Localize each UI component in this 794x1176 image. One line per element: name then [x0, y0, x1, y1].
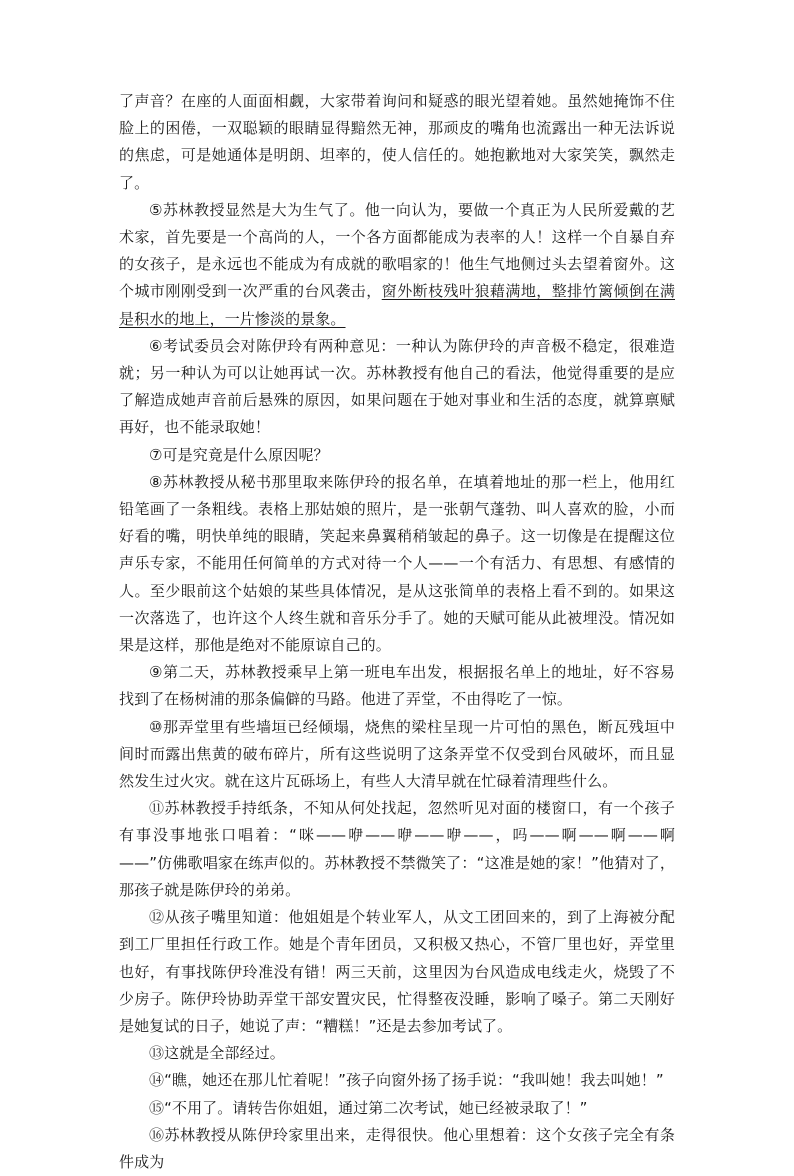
paragraph-continued: 了声音？在座的人面面相觑，大家带着询问和疑惑的眼光望着她。虽然她掩饰不住脸上的困倦，一双聪颖的眼睛显得黯然无神，那顽皮的嘴角也流露出一种无法诉说的焦虑，可是她通体是明朗、坦率的，使人信任的。她抱歉地对大家笑笑，飘然走了。 — [119, 92, 675, 192]
paragraph-5-text: ⑤苏林教授显然是大为生气了。他一向认为，要做一个真正为人民所爱戴的艺术家，首先要是一个高尚的人，一个各方面都能成为表率的人！这样一个自暴自弃的女孩子，是永远也不能成为有成就的歌唱家的！他生气地侧过头去望着窗外。这个城市刚刚受到一次严重的台风袭击， — [119, 200, 675, 301]
paragraph-8: ⑧苏林教授从秘书那里取来陈伊玲的报名单，在填着地址的那一栏上，他用红铅笔画了一条粗线。表格上那姑娘的照片，是一张朝气蓬勃、叫人喜欢的脸，小而好看的嘴，明快单纯的眼睛，笑起来鼻翼稍稍皱起的鼻子。这一切像是在提醒这位声乐专家，不能用任何简单的方式对待一个人——一个有活力、有思想、有感情的人。至少眼前这个姑娘的某些具体情况，是从这张简单的表格上看不到的。如果这一次落选了，也许这个人终生就和音乐分手了。她的天赋可能从此被埋没。情况如果是这样，那他是绝对不能原谅自己的。 — [119, 472, 675, 655]
paragraph-6: ⑥考试委员会对陈伊玲有两种意见：一种认为陈伊玲的声音极不稳定，很难造就；另一种认为可以让她再试一次。苏林教授有他自己的看法，他觉得重要的是应了解造成她声音前后悬殊的原因，如果问题在于她对事业和生活的态度，就算禀赋再好，也不能录取她！ — [119, 336, 675, 437]
paragraph-12: ⑫从孩子嘴里知道：他姐姐是个转业军人，从文工团回来的，到了上海被分配到工厂里担任行政工作。她是个青年团员，又积极又热心，不管厂里也好，弄堂里也好，有事找陈伊玲准没有错！两三天前，这里因为台风造成电线走火，烧毁了不少房子。陈伊玲协助弄堂干部安置灾民，忙得整夜没睡，影响了嗓子。第二天刚好是她复试的日子，她说了声：“糟糕！”还是去参加考试了。 — [119, 908, 675, 1035]
paragraph-7: ⑦可是究竟是什么原因呢？ — [149, 445, 329, 464]
paragraph-5-underlined: 窗外断枝残叶狼藉满地，整排竹篱倾倒在满是积水的地上，一片惨淡的景象。 — [119, 282, 676, 328]
paragraph-13: ⑬这就是全部经过。 — [149, 1044, 285, 1063]
paragraph-9: ⑨第二天，苏林教授乘早上第一班电车出发，根据报名单上的地址，好不容易找到了在杨树浦的那条偏僻的马路。他进了弄堂，不由得吃了一惊。 — [119, 663, 675, 709]
paragraph-14: ⑭“瞧，她还在那儿忙着呢！”孩子向窗外扬了扬手说：“我叫她！我去叫她！” — [149, 1071, 664, 1090]
paragraph-16: ⑯苏林教授从陈伊玲家里出来，走得很快。他心里想着：这个女孩子完全有条件成为 — [119, 1125, 675, 1171]
paragraph-15: ⑮“不用了。请转告你姐姐，通过第二次考试，她已经被录取了！” — [149, 1098, 588, 1117]
article-body — [119, 88, 675, 1176]
paragraph-10: ⑩那弄堂里有些墙垣已经倾塌，烧焦的梁柱呈现一片可怕的黑色，断瓦残垣中间时而露出焦黄的破布碎片，所有这些说明了这条弄堂不仅受到台风破坏，而且显然发生过火灾。就在这片瓦砾场上，有些人大清早就在忙碌着清理些什么。 — [119, 717, 675, 791]
paragraph-5 — [119, 197, 675, 333]
paragraph-11: ⑪苏林教授手持纸条，不知从何处找起，忽然听见对面的楼窗口，有一个孩子有事没事地张口唱着：“咪——咿——咿——咿——，吗——啊——啊——啊——”仿佛歌唱家在练声似的。苏林教授不禁微笑了：“这准是她的家！”他猜对了，那孩子就是陈伊玲的弟弟。 — [119, 799, 675, 899]
